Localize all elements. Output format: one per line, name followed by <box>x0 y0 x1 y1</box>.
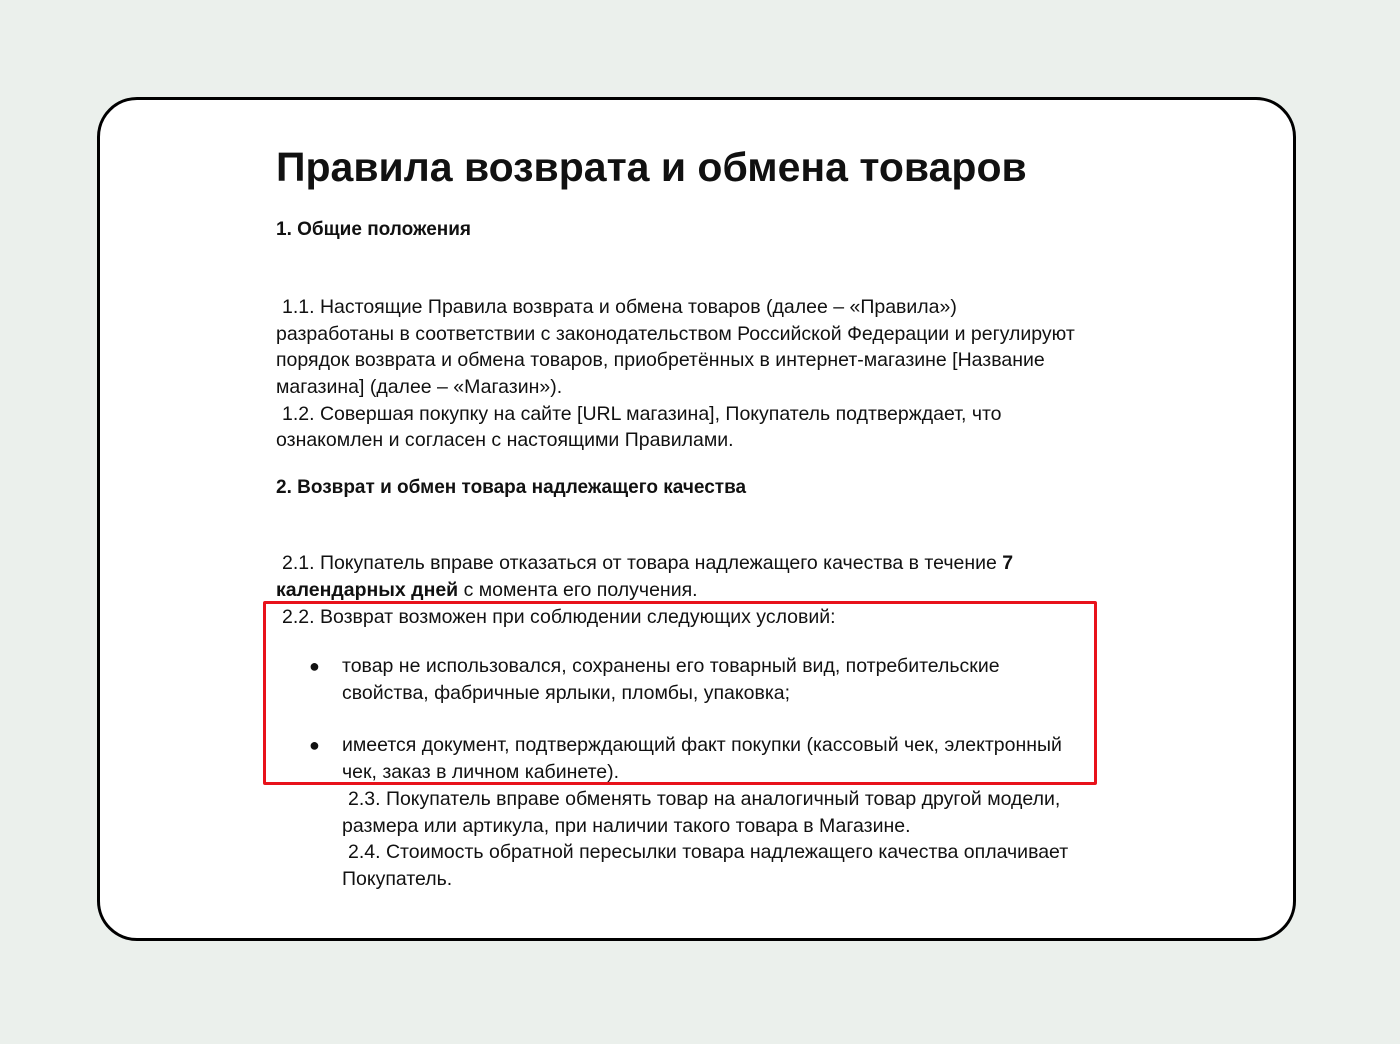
paragraph-2-4: 2.4. Стоимость обратной пересылки товара надлежащего качества оплачивает Покупатель. <box>342 841 1069 890</box>
paragraph-1-2: 1.2. Совершая покупку на сайте [URL магазина], Покупатель подтверждает, что ознакомлен и согласен с настоящими Правилами. <box>276 402 1002 452</box>
page-title: Правила возврата и обмена товаров <box>276 144 1027 190</box>
section-2-heading: 2. Возврат и обмен товара надлежащего качества <box>276 477 747 498</box>
paragraph-2-1: 2.1. Покупатель вправе отказаться от товара надлежащего качества в течение 7 календарных дней с момента его получения. <box>276 552 1014 601</box>
list-item: ● имеется документ, подтверждающий факт покупки (кассовый чек, электронный чек, заказ в личном кабинете). <box>309 734 1062 783</box>
paragraph-2-2: 2.2. Возврат возможен при соблюдении следующих условий: <box>282 606 836 628</box>
section-1-heading: 1. Общие положения <box>276 219 472 240</box>
bullet-icon: ● <box>309 656 320 676</box>
document-card <box>97 97 1296 941</box>
list-item: ● товар не использовался, сохранены его товарный вид, потребительские свойства, фабричные ярлыки, пломбы, упаковка; <box>309 655 1000 704</box>
paragraph-2-3: 2.3. Покупатель вправе обменять товар на аналогичный товар другой модели, размера или артикула, при наличии такого товара в Магазине. <box>342 788 1061 837</box>
paragraph-1-1: 1.1. Настоящие Правила возврата и обмена товаров (далее – «Правила») разработаны в соответствии с законодательством Российской Федерации и регулируют порядок возврата и обмена товаров, приобретённых в интернет-магазине [Название магазина] (далее – «Магазин»). <box>276 296 1075 398</box>
bullet-icon: ● <box>309 735 320 755</box>
